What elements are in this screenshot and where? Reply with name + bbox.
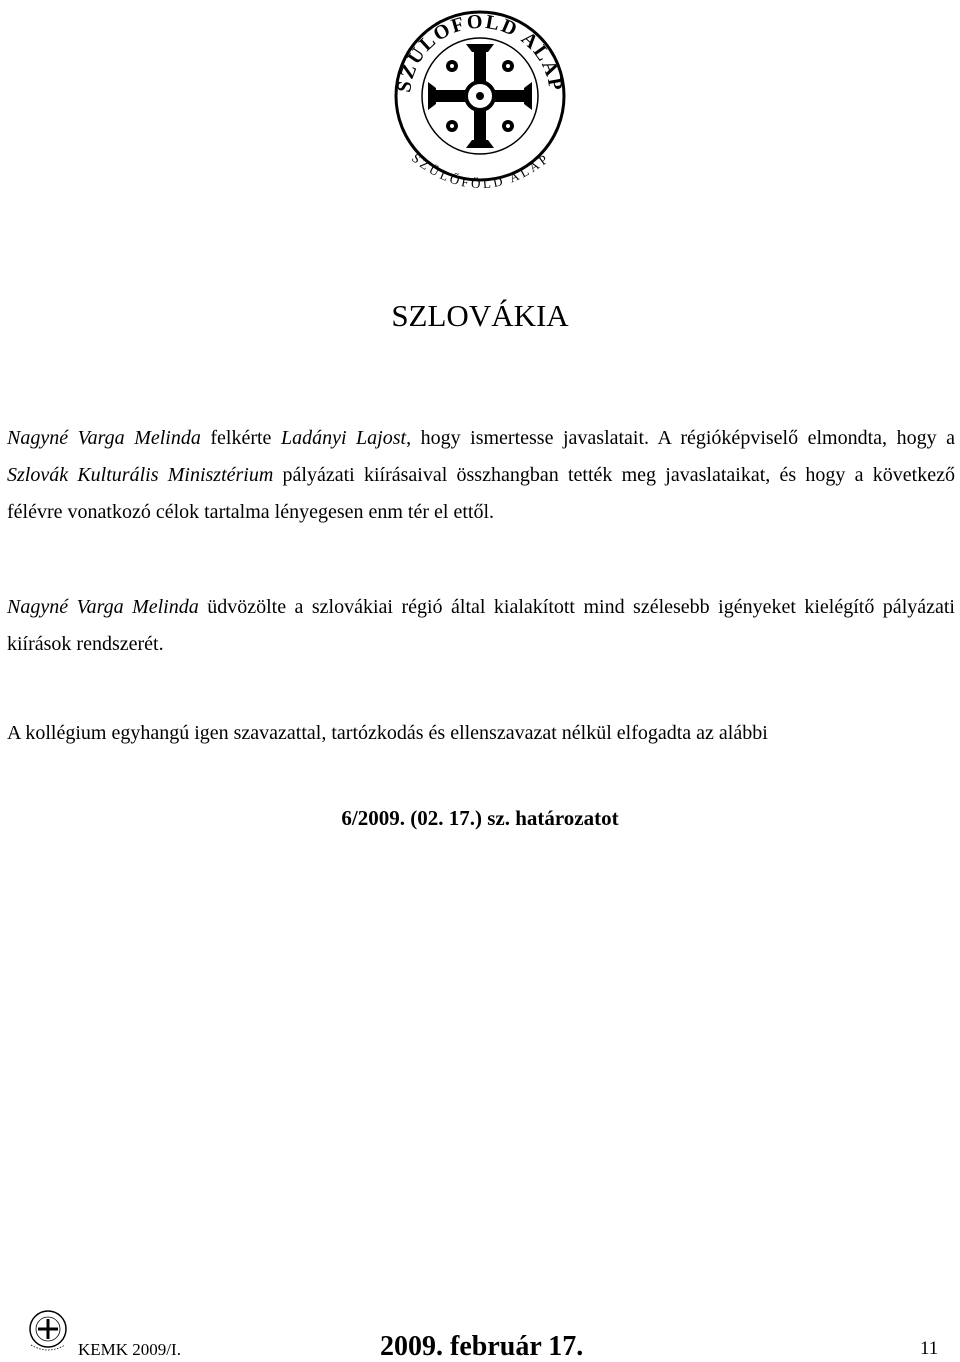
footer-date: 2009. február 17. [380, 1331, 584, 1362]
svg-text:SZÜLŐFÖLD ALAP [409, 150, 553, 191]
logo-caption: SZÜLŐFÖLD ALAP [408, 149, 553, 192]
decision-title: 6/2009. (02. 17.) sz. határozatot [341, 806, 619, 830]
organization-name: Szlovák Kulturális Minisztérium [7, 464, 274, 486]
cross-icon [38, 1319, 58, 1339]
person-name: Nagyné Varga Melinda [7, 596, 199, 618]
person-name: Ladányi Lajost [280, 427, 407, 449]
page-number: 11 [920, 1338, 939, 1359]
page-title: SZLOVÁKIA [391, 298, 569, 333]
paragraph-3: A kollégium egyhangú igen szavazattal, tartózkodás és ellenszavazat nélkül elfogadta az alábbi [7, 722, 768, 744]
cross-icon [428, 44, 532, 148]
paragraph-1: Nagyné Varga Melinda felkérte Ladányi Lajost, hogy ismertesse javaslatait. A régióképviselő elmondta, hogy a Szlovák Kulturális Minisztérium pályázati kiírásaival összhangban tették meg javaslataikat, és hogy a következő félévre vonatkozó célok tartalma lényegesen enm tér el ettől. [7, 427, 955, 523]
footer-logo [27, 1309, 69, 1353]
szulofold-alap-logo [384, 0, 576, 202]
logo-ring-text: SZÜLŐFÖLD ALAP [393, 10, 567, 94]
footer-document-id: KEMK 2009/I. [78, 1340, 181, 1359]
paragraph-2: Nagyné Varga Melinda üdvözölte a szlovákiai régió által kialakított mind szélesebb igényeket kielégítő pályázati kiírások rendszerét. [7, 596, 955, 655]
person-name: Nagyné Varga Melinda [7, 427, 201, 449]
